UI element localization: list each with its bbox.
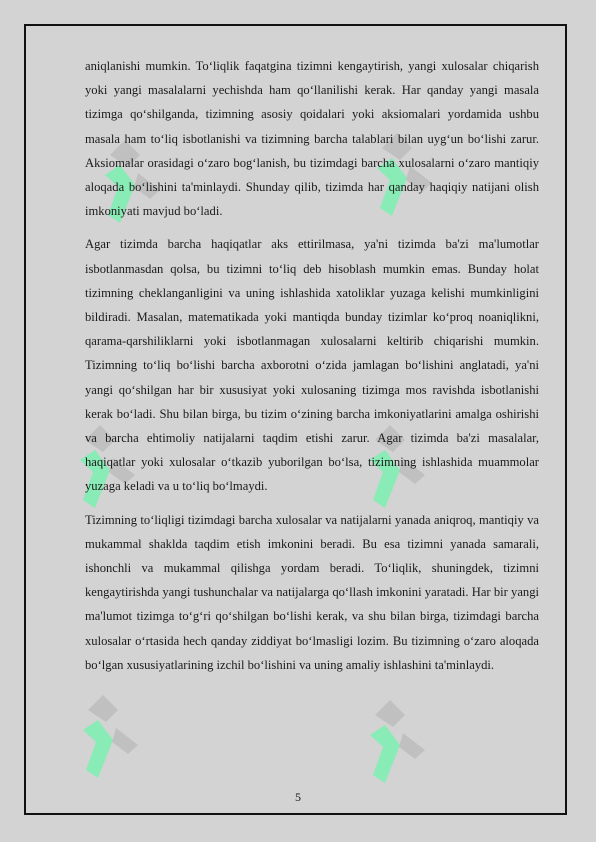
page-number: 5 [295, 790, 301, 804]
watermark-logo-icon [365, 695, 435, 790]
paragraph: Agar tizimda barcha haqiqatlar aks ettirilmasa, ya'ni tizimda ba'zi ma'lumotlar isbotlanmasdan qolsa, bu tizimni to‘liq deb hisoblash mumkin emas. Bunday holat tizimning cheklanganligini va uning ishlashida xatoliklar yuzaga kelishi mumkinligini bildiradi. Masalan, matematikada yoki mantiqda bunday tizimlar ko‘proq noaniqlikni, qarama-qarshiliklarni yoki isbotlanmagan xulosalarni keltirib chiqarishi mumkin. Tizimning to‘liq bo‘lishi barcha axborotni o‘zida jamlagan bo‘lishini anglatadi, ya'ni yangi qo‘shilgan har bir xususiyat yoki xulosaning tizimga mos ravishda isbotlanishi kerak bo‘ladi. Shu bilan birga, bu tizim o‘zining barcha imkoniyatlarini amalga oshirishi va barcha ehtimoliy natijalarni taqdim etishi zarur. Agar tizimda ba'zi masalalar, haqiqatlar yoki xulosalar o‘tkazib yuborilgan bo‘lsa, tizimning ishlashida muammolar yuzaga keladi va u to‘liq bo‘lmaydi. [85, 237, 539, 494]
watermark-logo-icon [78, 690, 148, 785]
paragraph: Tizimning to‘liqligi tizimdagi barcha xulosalar va natijalarni yanada aniqroq, mantiqiy va mukammal shaklda taqdim etish imkonini beradi. Bu esa tizimni yanada samarali, ishonchli va mukammal qilishga yordam beradi. To‘liqlik, shuningdek, tizimni kengaytirishda yangi tushunchalar va natijalarga qo‘llash imkonini yaratadi. Har bir yangi ma'lumot tizimga to‘g‘ri qo‘shilgan bo‘lishi kerak, va shu bilan birga, tizimdagi barcha xulosalar o‘rtasida hech qanday ziddiyat bo‘lmasligi lozim. Bu tizimning o‘zaro aloqada bo‘lgan xususiyatlarining izchil bo‘lishini va uning amaliy ishlashini ta'minlaydi. [85, 512, 539, 672]
paragraph: aniqlanishi mumkin. To‘liqlik faqatgina tizimni kengaytirish, yangi xulosalar chiqarish yoki yangi masalalarni yechishda ham qo‘llanilishi kerak. Har qanday yangi masala tizimga qo‘shilganda, tizimning asosiy qoidalari yoki aksiomalari yordamida ushbu masala ham to‘liq isbotlanishi va tizimning barcha talablari bilan uyg‘un bo‘lishi zarur. Aksiomalar orasidagi o‘zaro bog‘lanish, bu tizimdagi barcha xulosalarni o‘zaro mantiqiy aloqada bo‘lishini ta'minlaydi. Shunday qilib, tizimda har qanday haqiqiy natijani olish imkoniyati mavjud bo‘ladi. [85, 59, 539, 219]
document-body [85, 54, 539, 686]
